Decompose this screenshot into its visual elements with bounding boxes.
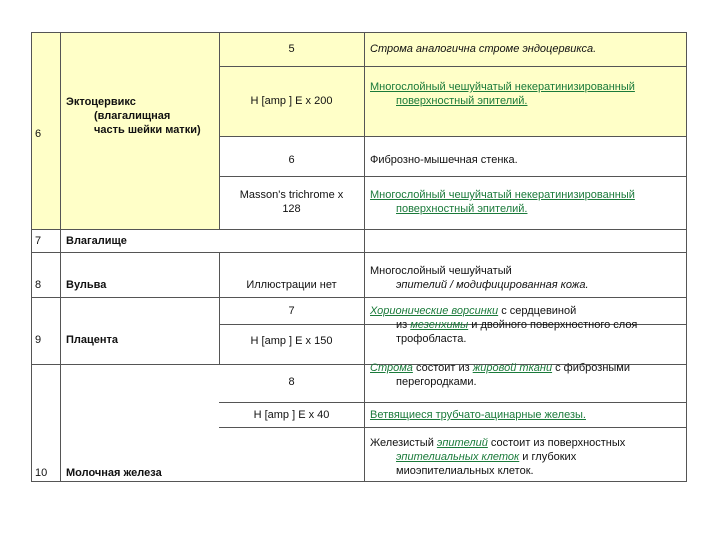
- organ-label-line3: часть шейки матки): [94, 124, 201, 136]
- stain-label-line1: Masson's trichrome x: [239, 189, 344, 201]
- slide-description-line1: [370, 436, 625, 450]
- description-text: состоит из поверхностных: [487, 437, 626, 449]
- description-text: из: [396, 319, 411, 331]
- description-text: Железистый: [370, 437, 437, 449]
- organ-label: Молочная железа: [66, 467, 162, 479]
- stain-label: H [amp ] E x 150: [250, 335, 333, 347]
- slide-description-line1: [370, 361, 630, 375]
- description-link[interactable]: эпителий: [436, 437, 488, 449]
- slide-number: 8: [288, 376, 295, 388]
- grid-line: [364, 32, 365, 481]
- stain-label: Иллюстрации нет: [246, 279, 337, 291]
- grid-line: [31, 297, 687, 298]
- description-link-line1[interactable]: Многослойный чешуйчатый некератинизированный: [370, 81, 635, 93]
- organ-label: Влагалище: [66, 235, 127, 247]
- row-number: 8: [35, 279, 42, 291]
- organ-label: Плацента: [66, 334, 119, 346]
- slide-description-line2: [396, 450, 576, 464]
- description-text: состоит из: [412, 362, 473, 374]
- slide-description-line2: эпителий / модифицированная кожа.: [396, 279, 589, 291]
- grid-line: [60, 32, 61, 481]
- description-text: и глубоких: [519, 451, 577, 463]
- slide-number: 7: [288, 305, 295, 317]
- stain-label: H [amp ] E x 40: [253, 409, 330, 421]
- description-text: с фиброзными: [552, 362, 631, 374]
- grid-line: [31, 32, 687, 33]
- description-link[interactable]: эпителиальных клеток: [396, 451, 520, 463]
- slide-number: 6: [288, 154, 295, 166]
- description-link-line1[interactable]: Многослойный чешуйчатый некератинизированный: [370, 189, 635, 201]
- description-link[interactable]: жировой ткани: [472, 362, 553, 374]
- row-number: 10: [35, 467, 48, 479]
- stain-label: H [amp ] E x 200: [250, 95, 333, 107]
- description-text: и двойного поверхностного слоя: [468, 319, 638, 331]
- grid-line: [686, 32, 687, 481]
- slide-description-line2: перегородками.: [396, 376, 477, 388]
- row-number: 7: [35, 235, 42, 247]
- grid-line: [219, 427, 686, 428]
- grid-line: [31, 252, 687, 253]
- stain-label-line2: 128: [282, 203, 301, 215]
- grid-line: [219, 402, 686, 403]
- slide-description-line1: [370, 304, 576, 318]
- slide-description: Строма аналогична строме эндоцервикса.: [370, 43, 597, 55]
- row-number: 6: [35, 128, 42, 140]
- slide-description-line1: Многослойный чешуйчатый: [370, 265, 512, 277]
- grid-line: [31, 229, 687, 230]
- description-text: с сердцевиной: [498, 305, 577, 317]
- slide-description-line3: миоэпителиальных клеток.: [396, 465, 534, 477]
- description-link-line2[interactable]: поверхностный эпителий.: [396, 95, 528, 107]
- slide-description: Фиброзно-мышечная стенка.: [370, 154, 518, 166]
- description-link[interactable]: Ветвящиеся трубчато-ацинарные железы.: [370, 409, 586, 421]
- row-number: 9: [35, 334, 42, 346]
- grid-line: [31, 481, 687, 482]
- slide-number: 5: [288, 43, 295, 55]
- grid-line: [219, 66, 686, 67]
- description-link-line2[interactable]: поверхностный эпителий.: [396, 203, 528, 215]
- description-link[interactable]: мезенхимы: [410, 319, 469, 331]
- organ-label: Вульва: [66, 279, 107, 291]
- organ-label-line1: Эктоцервикс: [66, 96, 136, 108]
- grid-line: [219, 176, 686, 177]
- grid-line: [219, 136, 686, 137]
- description-link[interactable]: Хорионические ворсинки: [370, 305, 499, 317]
- grid-line: [31, 32, 32, 481]
- slide-description-line2: [396, 318, 637, 332]
- description-link[interactable]: Строма: [370, 362, 413, 374]
- slide-description-line3: трофобласта.: [396, 333, 467, 345]
- organ-label-line2: (влагалищная: [94, 110, 171, 122]
